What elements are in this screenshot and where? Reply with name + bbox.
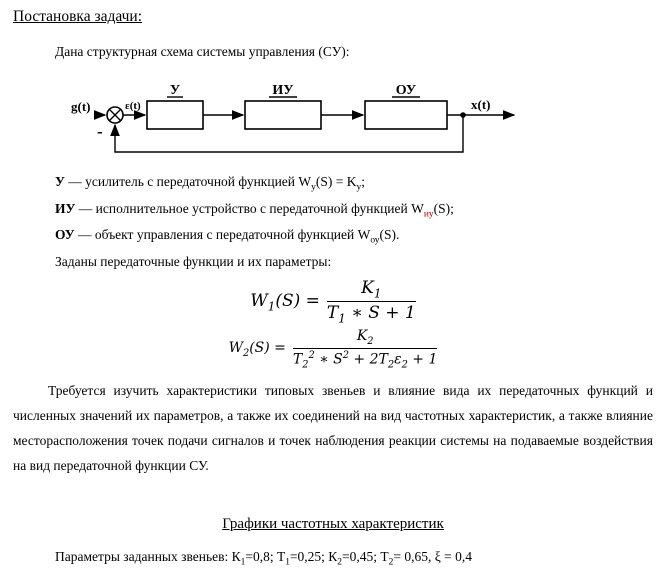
params-text: =0,45; Т: [342, 549, 389, 565]
numerator: [327, 278, 416, 302]
subscript-marked-red: иу: [423, 209, 434, 220]
definition-text: — объект управления с передаточной функцией W: [74, 227, 371, 243]
params-text: = 0,65, ξ = 0,4: [393, 549, 472, 565]
block-diagram: [71, 72, 653, 166]
control-system-diagram: [71, 72, 523, 166]
subscript: 2: [367, 335, 374, 347]
output-signal-label: x(t): [471, 97, 491, 112]
numerator: [293, 328, 437, 349]
math-text: ∗ S + 1: [345, 303, 416, 324]
subscript: 1: [373, 286, 382, 301]
math-text: W: [228, 339, 243, 356]
plant-block-label: ОУ: [395, 83, 417, 98]
params-text: Параметры заданных звеньев: К: [55, 549, 241, 565]
denominator: [327, 302, 416, 325]
plant-block: [365, 101, 447, 129]
subscript: 1: [240, 557, 246, 568]
task-paragraph: Требуется изучить характеристики типовых звеньев и влияние вида их передаточных функций и численных значений их параметров, а также их соединений на вид частотных характеристик, а также влияние месторасположения точек подачи сигналов и точек наблюдения реакции системы на подаваемые воздействия на вид передаточной функции СУ.: [13, 383, 653, 474]
subscript: у: [356, 182, 362, 193]
amplifier-block: [147, 101, 203, 129]
math-text: (S) =: [249, 339, 286, 356]
actuator-block: [245, 101, 321, 129]
definition-actuator: [55, 201, 653, 220]
formula-w1: [13, 278, 653, 326]
params-text: =0,25; К: [289, 549, 338, 565]
math-text: + 2T: [348, 351, 388, 368]
subscript: 2: [401, 359, 408, 371]
formula-w1-lhs: [250, 291, 320, 313]
definition-text: (S);: [433, 200, 454, 216]
section-title-frequency-plots: Графики частотных характеристик: [222, 516, 444, 533]
subscript: 1: [285, 557, 290, 568]
feedback-minus-sign: -: [97, 122, 103, 141]
subscript: 2: [388, 557, 394, 568]
input-signal-label: g(t): [71, 99, 91, 114]
intro-text: Дана структурная схема системы управления (СУ):: [55, 44, 350, 59]
math-text: W: [250, 290, 268, 311]
fraction: [293, 328, 437, 370]
formula-w2-lhs: [229, 340, 286, 359]
subscript: 2: [387, 359, 395, 371]
subscript: 1: [338, 311, 346, 326]
math-text: + 1: [407, 351, 438, 368]
subscript: 1: [267, 299, 276, 314]
math-text: K: [356, 327, 368, 344]
subscript: 2: [242, 347, 250, 359]
math-text: (S) =: [275, 290, 320, 311]
superscript: 2: [342, 349, 349, 361]
amplifier-block-label: У: [169, 83, 181, 98]
page-title: Постановка задачи:: [13, 8, 143, 25]
error-signal-label: ε(t): [125, 100, 141, 112]
definition-text: (S) = K: [315, 174, 357, 189]
math-text: ε: [394, 351, 402, 368]
term-actuator: ИУ: [55, 200, 76, 216]
definition-text: ;: [361, 174, 365, 189]
definition-text: — усилитель с передаточной функцией W: [64, 174, 312, 189]
definition-text: — исполнительное устройство с передаточной функцией W: [75, 200, 424, 216]
actuator-block-label: ИУ: [272, 83, 294, 98]
subscript: оу: [370, 236, 380, 247]
term-amplifier: У: [55, 174, 65, 189]
math-text: T: [292, 351, 303, 368]
definition-amplifier: [55, 174, 653, 193]
subscript: 2: [337, 557, 343, 568]
fraction: [327, 278, 416, 326]
given-functions-line: Заданы передаточные функции и их параметры:: [55, 254, 332, 270]
denominator: [293, 349, 437, 370]
superscript: 2: [308, 349, 315, 361]
math-text: T: [326, 303, 339, 324]
subscript: 2: [302, 359, 309, 371]
math-text: ∗ S: [314, 351, 343, 368]
term-plant: ОУ: [55, 227, 75, 243]
definition-plant: [55, 227, 653, 246]
math-text: K: [361, 278, 374, 299]
definition-text: (S).: [379, 227, 400, 243]
subscript: у: [311, 182, 316, 193]
formula-w2: [13, 328, 653, 370]
params-text: =0,8; Т: [245, 549, 286, 565]
